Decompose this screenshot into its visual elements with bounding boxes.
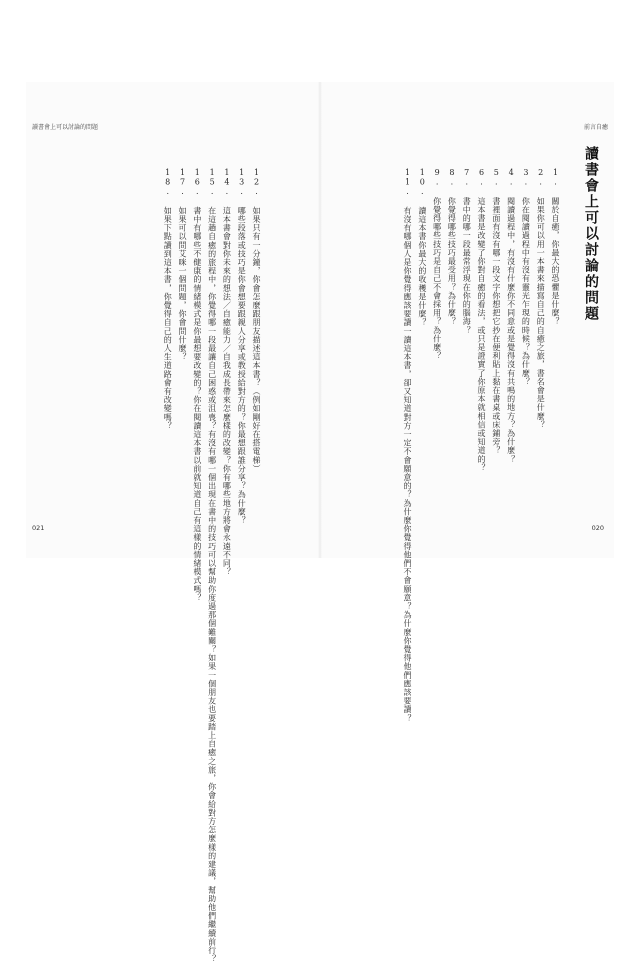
question-4: 4. 閱讀過程中，有沒有什麼你不同意或是覺得沒有共鳴的地方？為什麼？ [506,168,516,464]
right-question-list [399,168,562,723]
question-18: 18. 如果下點讀到這本書，你覺得自己的人生道路會有改變嗎？ [163,168,173,430]
question-11: 11. 有沒有哪個人是你覺得應該要讀一讀這本書，卻又知道對方一定不會願意的？為什麼你覺得他們不會願意？為什麼你覺得他們應該要讀？ [403,168,413,723]
question-6: 6. 這本書是改變了你對自癒的看法，或只是證實了你原本就相信或知道的？ [477,168,487,472]
question-13: 13. 哪些段落或技巧是你會想要跟親人分享或教授給對方的？你最想跟誰分享？為什麼？ [237,168,247,525]
left-question-list [159,168,263,963]
question-16: 16. 書中有哪些不健康的情緒模式是你最想要改變的？你在閱讀這本書以前就知道自己有這樣的情緒模式嗎？ [192,168,202,602]
right-page-number: 020 [591,524,604,532]
question-7: 7. 書中的哪一段最常浮現在你的腦海？ [462,168,472,335]
chapter-title: 讀書會上可以討論的問題 [583,146,599,322]
question-14: 14. 這本書會對你未來的想法／自癒能力／自我成長帶來怎麼樣的改變？你有哪些地方將會永遠不同？ [222,168,232,577]
question-10: 10. 讀這本書你最大的收穫是什麼？ [417,168,427,327]
question-12: 12. 如果只有一分鐘，你會怎麼跟朋友描述這本書？（例如剛好在搭電梯） [252,168,261,473]
question-5: 5. 書裡面有沒有哪一段文字你想把它抄在便利貼上黏在書桌或床鋪旁？ [491,168,501,455]
right-page [320,82,614,723]
left-running-head: 讀書會上可以討論的問題 [32,124,99,131]
question-9: 9. 你覺得哪些技巧是自己不會採用？為什麼？ [432,168,442,361]
question-15: 15. 在這趟自癒的旅程中，你覺得哪一段最讓自己困惑或沮喪？有沒有哪一個出現在書中的技巧可以幫助你度過那個難關？如果一個朋友也要踏上自癒之旅，你會給對方怎麼樣的建議，幫助他們繼續前行？ [207,168,217,963]
question-1: 1. 關於自癒，你最大的恐懼是什麼？ [551,168,560,326]
question-3: 3. 你在閱讀過程中有沒有靈光乍現的時候？為什麼？ [521,168,531,386]
left-page-number: 021 [32,524,45,532]
right-running-head: 前言自癒 [583,124,608,131]
question-2: 2. 如果你可以用一本書來描寫自己的自癒之旅，書名會是什麼？ [536,168,546,429]
left-page [26,82,320,963]
question-8: 8. 你覺得哪些技巧最受用？為什麼？ [447,168,457,326]
book-spread [26,82,614,963]
question-17: 17. 如果可以問艾咪一個問題，你會問什麼？ [178,168,188,362]
